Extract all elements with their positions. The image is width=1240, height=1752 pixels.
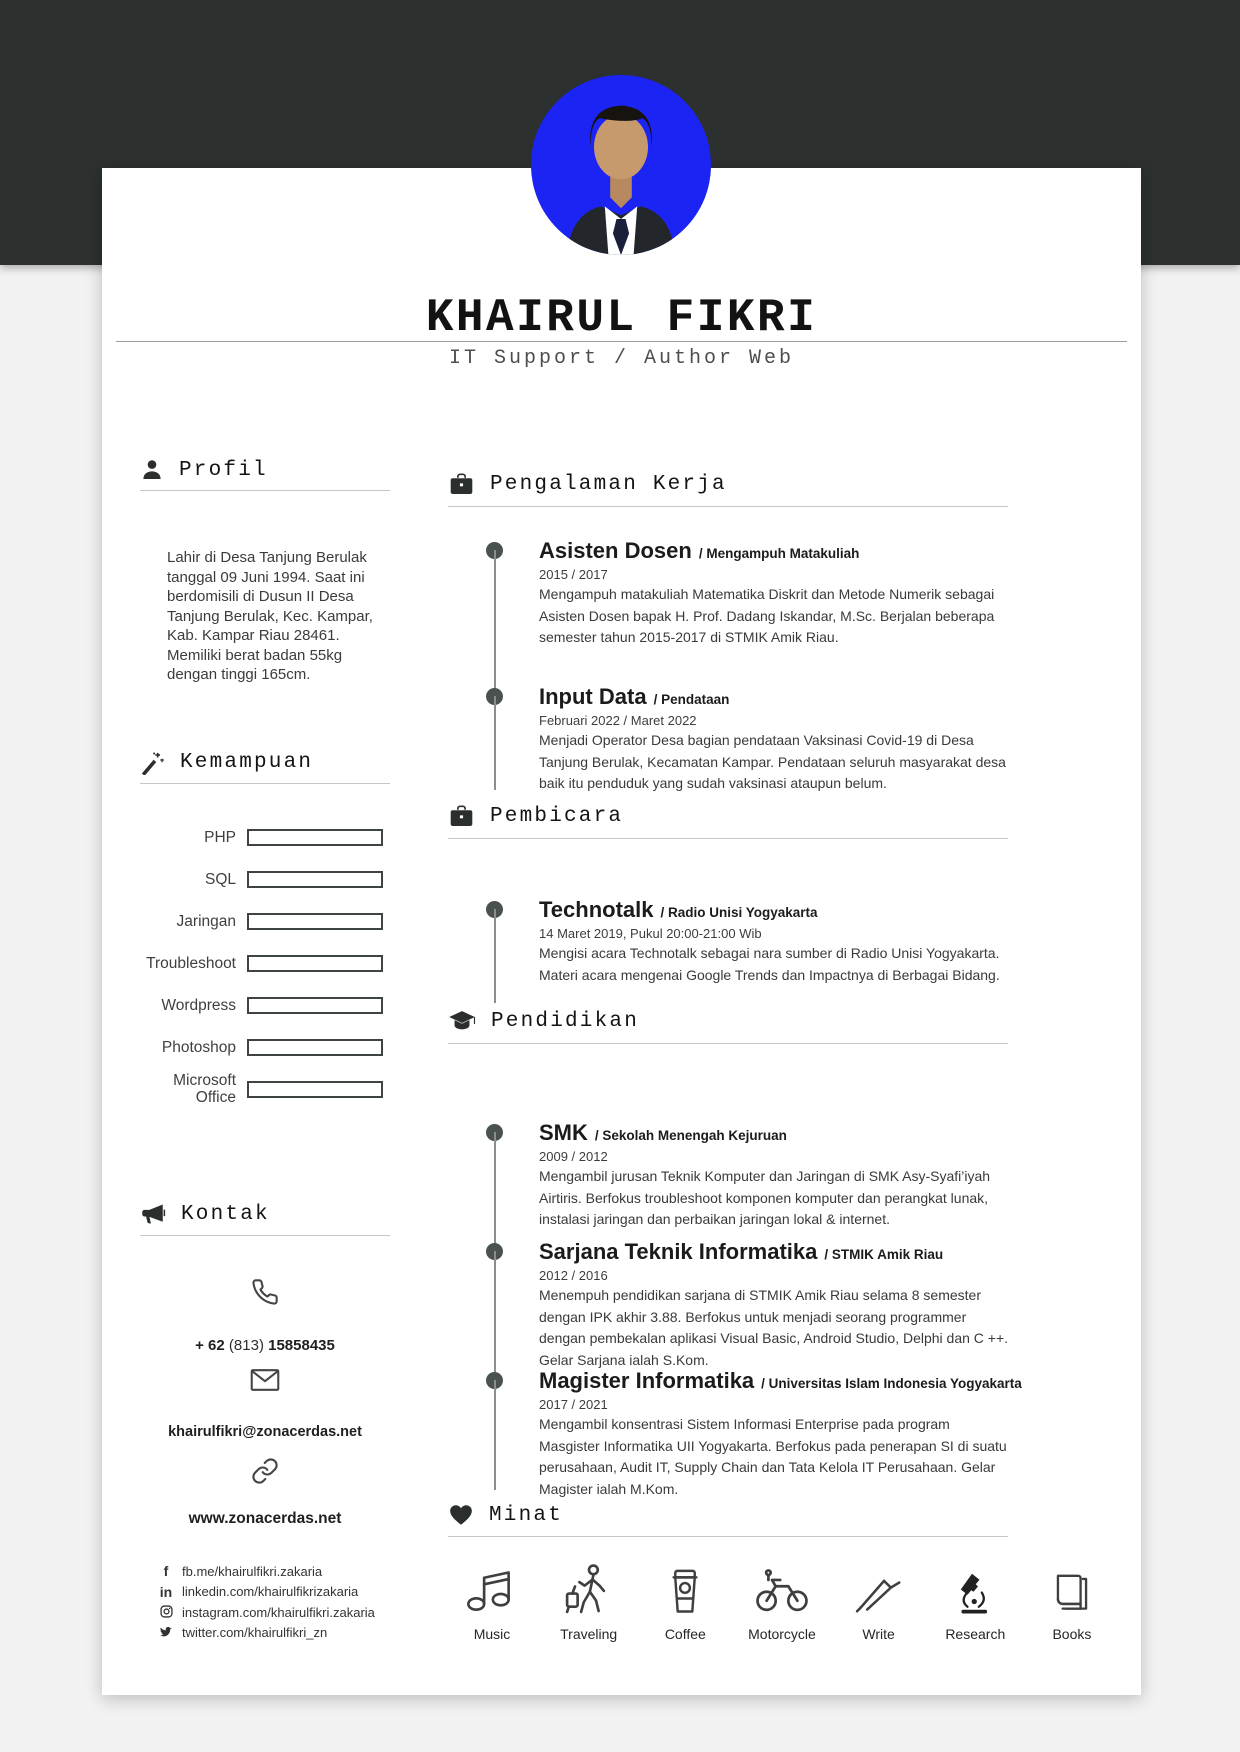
interest-label: Write <box>862 1626 895 1642</box>
profile-section <box>140 458 390 491</box>
skill-bar <box>247 955 383 972</box>
entry-date: 2015 / 2017 <box>539 567 608 582</box>
entry-description: Menempuh pendidikan sarjana di STMIK Amik Riau selama 8 semester dengan IPK akhir 3.88. Berfokus untuk menjadi seorang programmer dengan pembekalan aplikasi Visual Basic, Android Studio, Delphi dan C ++. Gelar Sarjana ialah S.Kom. <box>539 1287 1009 1368</box>
interests-section <box>448 1502 1008 1537</box>
timeline-line <box>494 550 496 696</box>
interest-item <box>742 1558 822 1642</box>
music-icon <box>452 1558 532 1618</box>
entry-title: Magister Informatika <box>539 1368 755 1393</box>
instagram-link[interactable] <box>158 1602 390 1623</box>
person-icon <box>140 458 164 482</box>
skill-bar <box>247 1039 383 1056</box>
entry-description: Mengambil jurusan Teknik Komputer dan Jaringan di SMK Asy-Syafi’iyah Airtiris. Berfokus troubleshoot komponen komputer dan perangkat lunak, instalasi jaringan dan perbaikan jaringan lokal & internet. <box>539 1168 991 1227</box>
experience-entry <box>486 538 1010 649</box>
skill-bar <box>247 913 383 930</box>
entry-description: Mengambil konsentrasi Sistem Informasi Enterprise pada program Masgister Informatika UII Yogyakarta. Berfokus pada penerapan SI di suatu perusahaan, Audit IT, Supply Chain dan Tata Kelola IT Perusahaan. Gelar Magister ialah M.Kom. <box>539 1416 1007 1497</box>
interest-item <box>1032 1558 1112 1642</box>
education-section <box>448 1007 1008 1044</box>
website-url[interactable]: www.zonacerdas.net <box>188 1510 342 1527</box>
interest-item <box>645 1558 725 1642</box>
contact-section <box>140 1201 390 1236</box>
entry-subtitle: / Pendataan <box>653 692 730 707</box>
resume-card <box>102 168 1141 1695</box>
skill-label: Microsoft Office <box>173 1072 236 1106</box>
skill-row <box>140 1026 390 1068</box>
timeline-line <box>494 696 496 790</box>
envelope-icon <box>140 1368 390 1397</box>
interest-item <box>935 1558 1015 1642</box>
books-icon <box>1032 1558 1112 1618</box>
skills-section <box>140 750 390 784</box>
interest-label: Coffee <box>664 1626 706 1642</box>
skill-label: Jaringan <box>176 912 236 930</box>
skills-heading: Kemampuan <box>180 751 314 774</box>
link-icon <box>140 1457 390 1490</box>
research-icon <box>935 1558 1015 1618</box>
entry-title: Asisten Dosen <box>539 538 692 563</box>
timeline-line <box>494 1251 496 1380</box>
skill-label: Troubleshoot <box>146 954 236 972</box>
write-icon <box>839 1558 919 1618</box>
twitter-icon <box>158 1625 174 1641</box>
entry-title: Sarjana Teknik Informatika <box>539 1239 818 1264</box>
linkedin-icon: in <box>159 1583 173 1600</box>
education-entry <box>486 1368 1022 1500</box>
timeline-line <box>494 1132 496 1251</box>
skill-bar <box>247 1081 383 1098</box>
linkedin-link[interactable] <box>158 1582 390 1603</box>
traveling-icon <box>549 1558 629 1618</box>
skill-row <box>140 1068 390 1110</box>
interest-label: Books <box>1052 1626 1092 1642</box>
entry-date: Februari 2022 / Maret 2022 <box>539 713 697 728</box>
social-text: twitter.com/khairulfikri_zn <box>182 1625 328 1641</box>
interest-label: Motorcycle <box>748 1626 816 1642</box>
coffee-icon <box>645 1558 725 1618</box>
speaker-entry <box>486 897 1010 986</box>
social-links <box>140 1561 390 1643</box>
avatar <box>531 75 711 255</box>
skill-row <box>140 900 390 942</box>
skill-label: SQL <box>204 870 236 888</box>
interests-list <box>452 1558 1112 1642</box>
skill-label: Wordpress <box>161 996 236 1014</box>
magic-wand-icon <box>140 750 165 775</box>
social-text: linkedin.com/khairulfikrizakaria <box>182 1584 359 1600</box>
interest-item <box>452 1558 532 1642</box>
social-text: fb.me/khairulfikri.zakaria <box>182 1563 323 1579</box>
entry-subtitle: / STMIK Amik Riau <box>824 1247 944 1262</box>
contact-block <box>140 1268 390 1643</box>
phone-number[interactable]: + 62 (813) 15858435 <box>195 1337 335 1354</box>
entry-date: 14 Maret 2019, Pukul 20:00-21:00 Wib <box>539 926 762 941</box>
skill-bar <box>247 871 383 888</box>
timeline-line <box>494 1380 496 1490</box>
profile-text: Lahir di Desa Tanjung Berulak tanggal 09 Juni 1994. Saat ini berdomisili di Dusun II Desa Tanjung Berulak, Kec. Kampar, Kab. Kampar Riau 28461. Memiliki berat badan 55kg dengan tinggi 165cm. <box>167 549 373 683</box>
heart-icon <box>448 1502 474 1528</box>
skills-list <box>140 816 390 1110</box>
interest-label: Music <box>473 1626 511 1642</box>
timeline-line <box>494 909 496 1003</box>
twitter-link[interactable] <box>158 1623 390 1644</box>
skill-row <box>140 984 390 1026</box>
entry-date: 2017 / 2021 <box>539 1397 608 1412</box>
contact-heading: Kontak <box>181 1202 270 1226</box>
motorcycle-icon <box>742 1558 822 1618</box>
education-entry <box>486 1239 1010 1371</box>
entry-description: Menjadi Operator Desa bagian pendataan Vaksinasi Covid-19 di Desa Tanjung Berulak, Kecamatan Kampar. Pendataan seluruh masyarakat desa baik itu penduduk yang sudah vaksinasi ataupun belum. <box>539 732 1006 791</box>
person-name: KHAIRUL FIKRI <box>425 292 818 344</box>
experience-section <box>448 471 1008 507</box>
interest-label: Research <box>945 1626 1006 1642</box>
entry-subtitle: / Mengampuh Matakuliah <box>698 546 860 561</box>
skill-label: PHP <box>204 828 236 846</box>
entry-subtitle: / Sekolah Menengah Kejuruan <box>594 1128 787 1143</box>
skill-bar <box>247 997 383 1014</box>
education-entry <box>486 1120 1010 1231</box>
instagram-icon <box>158 1605 174 1620</box>
skill-bar <box>247 829 383 846</box>
graduation-cap-icon <box>448 1007 476 1035</box>
entry-title: SMK <box>539 1120 588 1145</box>
interest-label: Traveling <box>560 1626 618 1642</box>
entry-date: 2009 / 2012 <box>539 1149 608 1164</box>
megaphone-icon <box>140 1201 166 1227</box>
name-divider <box>116 341 1127 342</box>
skill-row <box>140 942 390 984</box>
email-address[interactable]: khairulfikri@zonacerdas.net <box>168 1424 362 1440</box>
profile-heading: Profil <box>179 458 268 482</box>
speaker-section <box>448 803 1008 839</box>
experience-heading: Pengalaman Kerja <box>490 473 727 496</box>
facebook-link[interactable] <box>158 1561 390 1582</box>
skill-row <box>140 858 390 900</box>
social-text: instagram.com/khairulfikri.zakaria <box>182 1604 375 1620</box>
phone-icon <box>140 1278 390 1311</box>
skill-label: Photoshop <box>161 1038 236 1056</box>
job-title: IT Support / Author Web <box>448 347 795 370</box>
entry-title: Technotalk <box>539 897 654 922</box>
skill-row <box>140 816 390 858</box>
entry-subtitle: / Universitas Islam Indonesia Yogyakarta <box>761 1376 1022 1391</box>
interest-item <box>839 1558 919 1642</box>
entry-subtitle: / Radio Unisi Yogyakarta <box>660 905 818 920</box>
entry-description: Mengampuh matakuliah Matematika Diskrit dan Metode Numerik sebagai Asisten Dosen bapak H. Prof. Dadang Iskandar, M.Sc. Berjalan beberapa semester tahun 2015-2017 di STMIK Amik Riau. <box>539 586 995 645</box>
entry-description: Mengisi acara Technotalk sebagai nara sumber di Radio Unisi Yogyakarta. Materi acara mengenai Google Trends dan Impactnya di Berbagai Bidang. <box>539 945 1000 983</box>
briefcase-icon <box>448 803 475 830</box>
education-heading: Pendidikan <box>491 1009 640 1033</box>
entry-title: Input Data <box>539 684 647 709</box>
speaker-heading: Pembicara <box>490 805 624 828</box>
experience-entry <box>486 684 1010 795</box>
interest-item <box>549 1558 629 1642</box>
facebook-icon: f <box>163 1563 169 1580</box>
interests-heading: Minat <box>489 1503 564 1527</box>
entry-date: 2012 / 2016 <box>539 1268 608 1283</box>
briefcase-icon <box>448 471 475 498</box>
